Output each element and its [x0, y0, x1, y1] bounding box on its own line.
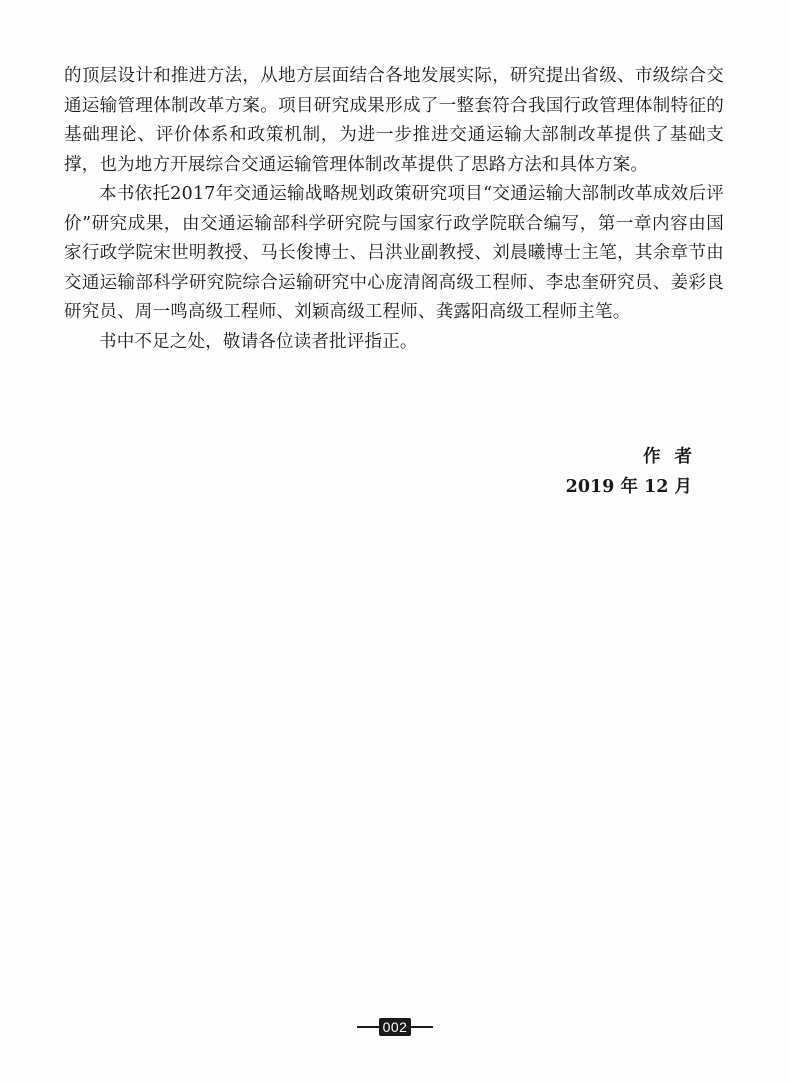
footer-rule-right	[411, 1026, 433, 1028]
paragraph-3: 书中不足之处，敬请各位读者批评指正。	[99, 331, 418, 352]
body-text	[64, 62, 724, 357]
signature-author: 作者	[643, 447, 706, 467]
paragraph-2: 本书依托2017年交通运输战略规划政策研究项目“交通运输大部制改革成效后评价”研究成果，由交通运输部科学研究院与国家行政学院联合编写，第一章内容由国家行政学院宋世明教授、马长俊博士、吕洪业副教授、刘晨曦博士主笔，其余章节由交通运输部科学研究院综合运输研究中心庞清阁高级工程师、李忠奎研究员、姜彩良研究员、周一鸣高级工程师、刘颖高级工程师、龚露阳高级工程师主笔。	[64, 184, 724, 322]
paragraph-1: 的顶层设计和推进方法，从地方层面结合各地发展实际，研究提出省级、市级综合交通运输管理体制改革方案。项目研究成果形成了一整套符合我国行政管理体制特征的基础理论、评价体系和政策机制，为进一步推进交通运输大部制改革提供了基础支撑，也为地方开展综合交通运输管理体制改革提供了思路方法和具体方案。	[64, 66, 724, 175]
signature-date: 2019 年 12 月	[565, 477, 692, 497]
page-number: 002	[379, 1018, 412, 1036]
signature-block	[565, 442, 706, 502]
page-footer	[0, 1018, 790, 1036]
footer-rule-left	[357, 1026, 379, 1028]
